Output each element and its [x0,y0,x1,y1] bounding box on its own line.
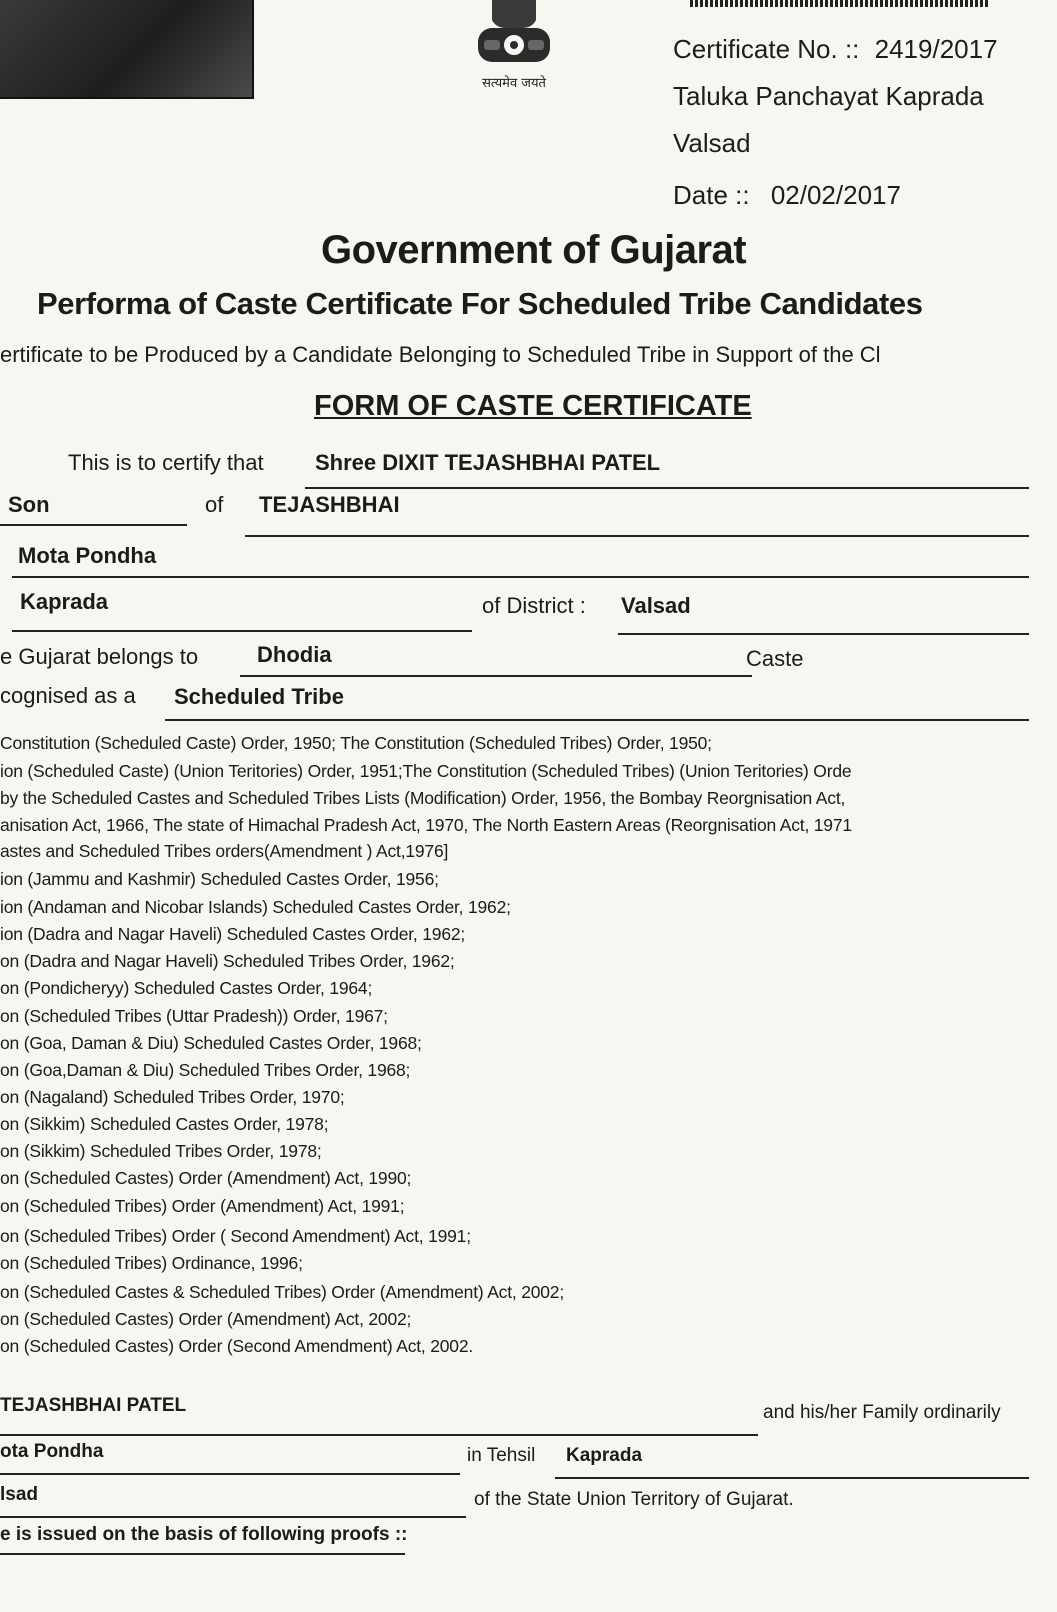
certify-label: This is to certify that [68,450,264,475]
state-label: of the State Union Territory of Gujarat. [474,1489,794,1510]
residence-tehsil: Kaprada [566,1445,643,1466]
order-line: on (Goa, Daman & Diu) Scheduled Castes Order, 1968; [0,1033,422,1053]
residence-name-underline [0,1434,758,1436]
order-line: on (Scheduled Castes & Scheduled Tribes) Order (Amendment) Act, 2002; [0,1282,564,1302]
order-line: ion (Scheduled Caste) (Union Teritories) Order, 1951;The Constitution (Scheduled Tribes) (Union Teritories) Orde [0,761,852,781]
order-line: by the Scheduled Castes and Scheduled Tribes Lists (Modification) Order, 1956, the Bombay Reorgnisation Act, [0,788,846,808]
order-line: on (Goa,Daman & Diu) Scheduled Tribes Order, 1968; [0,1060,411,1080]
district-label: of District : [482,593,586,618]
relation-underline [0,524,187,526]
taluka: Kaprada [20,589,109,614]
district: Valsad [621,593,691,618]
order-line: on (Scheduled Tribes) Order (Amendment) Act, 1991; [0,1196,405,1216]
proofs-underline [0,1553,405,1555]
national-emblem-icon [462,0,566,92]
category-underline [165,719,1029,721]
taluka-underline [12,630,472,632]
district-underline [618,633,1029,635]
father-underline [245,535,1029,537]
government-title: Government of Gujarat [321,228,747,272]
order-line: on (Pondicheryy) Scheduled Castes Order, 1964; [0,978,373,998]
caste-underline [240,675,752,677]
order-line: on (Scheduled Castes) Order (Amendment) Act, 2002; [0,1309,412,1329]
order-line: anisation Act, 1966, The state of Himachal Pradesh Act, 1970, The North Eastern Areas (Reorgnisation Act, 1971 [0,815,852,835]
caste-label: Caste [746,646,804,671]
tehsil-label: in Tehsil [467,1445,536,1466]
residence-village: ota Pondha [0,1441,104,1462]
order-line: ion (Andaman and Nicobar Islands) Scheduled Castes Order, 1962; [0,897,511,917]
father-name: TEJASHBHAI [259,492,400,517]
order-line: ion (Dadra and Nagar Haveli) Scheduled Castes Order, 1962; [0,924,466,944]
order-line: Constitution (Scheduled Caste) Order, 1950; The Constitution (Scheduled Tribes) Order, 1950; [0,733,712,753]
applicant-photo [0,0,254,99]
relation: Son [8,492,50,517]
header-district: Valsad [673,128,751,158]
residence-district-underline [0,1516,466,1518]
residence-tehsil-underline [555,1477,1029,1479]
order-line: on (Nagaland) Scheduled Tribes Order, 1970; [0,1087,345,1107]
residence-village-underline [0,1473,460,1475]
candidate-name: Shree DIXIT TEJASHBHAI PATEL [315,450,661,475]
order-line: on (Scheduled Tribes) Order ( Second Amendment) Act, 1991; [0,1226,471,1246]
family-label: and his/her Family ordinarily [763,1402,1001,1423]
order-line: on (Scheduled Castes) Order (Second Amendment) Act, 2002. [0,1336,474,1356]
proofs-label: e is issued on the basis of following proofs :: [0,1524,408,1545]
issue-date: Date :: 02/02/2017 [673,180,901,210]
order-line: on (Scheduled Castes) Order (Amendment) Act, 1990; [0,1168,412,1188]
certificate-number: Certificate No. :: 2419/2017 [673,34,998,64]
order-line: ion (Jammu and Kashmir) Scheduled Castes Order, 1956; [0,869,439,889]
order-line: on (Sikkim) Scheduled Tribes Order, 1978; [0,1141,322,1161]
recognised-label: cognised as a [0,683,136,708]
category: Scheduled Tribe [174,684,344,709]
order-line: on (Scheduled Tribes (Uttar Pradesh)) Order, 1967; [0,1006,388,1026]
intro-line: ertificate to be Produced by a Candidate Belonging to Scheduled Tribe in Support of the Cl [0,342,881,367]
order-line: on (Scheduled Tribes) Ordinance, 1996; [0,1253,303,1273]
order-line: on (Sikkim) Scheduled Castes Order, 1978; [0,1114,329,1134]
village-underline [12,576,1029,578]
emblem-motto: सत्यमेव जयते [482,76,546,91]
residence-father-name: TEJASHBHAI PATEL [0,1395,187,1416]
order-line: on (Dadra and Nagar Haveli) Scheduled Tribes Order, 1962; [0,951,455,971]
name-underline [305,487,1029,489]
order-line: astes and Scheduled Tribes orders(Amendment ) Act,1976] [0,841,449,861]
panchayat-name: Taluka Panchayat Kaprada [673,81,984,111]
form-title: FORM OF CASTE CERTIFICATE [314,390,752,422]
of-label: of [205,492,224,517]
caste: Dhodia [257,642,332,667]
belongs-label: e Gujarat belongs to [0,644,199,669]
residence-district: lsad [0,1484,39,1505]
village: Mota Pondha [18,543,157,568]
performa-title: Performa of Caste Certificate For Scheduled Tribe Candidates [37,286,923,321]
top-stamp-bar [690,0,990,7]
